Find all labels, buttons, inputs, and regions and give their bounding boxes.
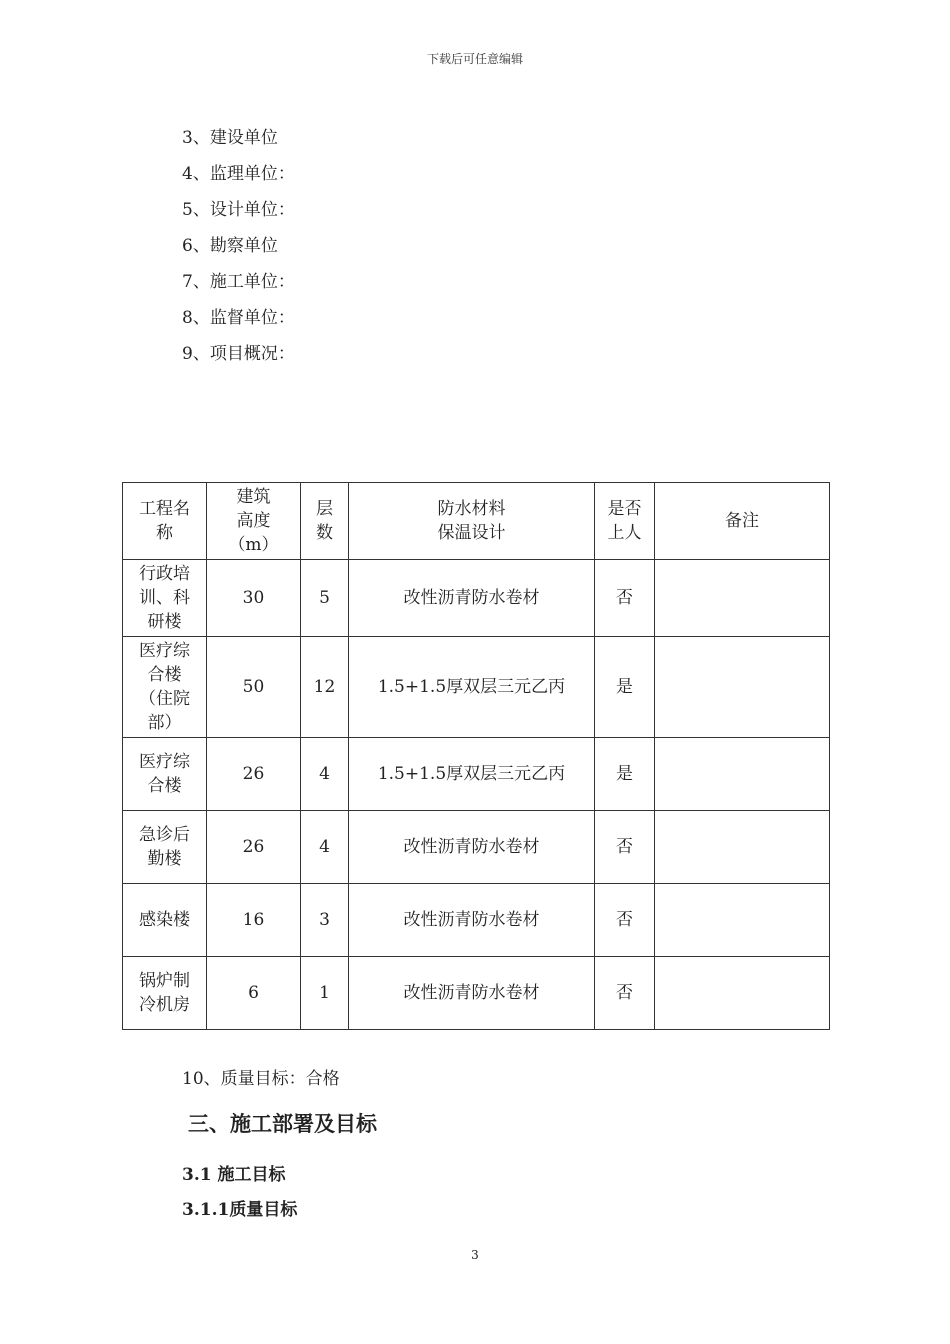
table-cell: 改性沥青防水卷材 (349, 957, 595, 1030)
table-cell: 医疗综 合楼 (123, 738, 207, 811)
table-cell (655, 560, 830, 637)
table-cell (655, 811, 830, 884)
table-cell: 医疗综 合楼 （住院 部） (123, 637, 207, 738)
table-cell: 急诊后 勤楼 (123, 811, 207, 884)
table-cell: 否 (595, 957, 655, 1030)
quality-target: 10、质量目标：合格 (182, 1069, 340, 1089)
table-cell: 12 (301, 637, 349, 738)
header-cell: 备注 (655, 483, 830, 560)
table-cell: 否 (595, 560, 655, 637)
table-cell (655, 637, 830, 738)
table-cell: 行政培 训、科 研楼 (123, 560, 207, 637)
section-heading: 三、施工部署及目标 (188, 1111, 377, 1136)
table-cell: 26 (207, 738, 301, 811)
list-item: 3、建设单位 (182, 128, 278, 148)
table-cell: 是 (595, 637, 655, 738)
table-cell: 16 (207, 884, 301, 957)
table-row (123, 637, 830, 738)
table-cell: 1 (301, 957, 349, 1030)
table-row (123, 884, 830, 957)
table-cell: 4 (301, 811, 349, 884)
table-row (123, 957, 830, 1030)
project-overview-table (122, 482, 830, 1030)
table-cell: 26 (207, 811, 301, 884)
table-cell: 改性沥青防水卷材 (349, 811, 595, 884)
table-cell: 3 (301, 884, 349, 957)
list-item: 7、施工单位： (182, 272, 295, 292)
table-cell (655, 884, 830, 957)
table-cell (655, 957, 830, 1030)
table-cell: 50 (207, 637, 301, 738)
page-number: 3 (471, 1248, 479, 1262)
table-cell: 1.5+1.5厚双层三元乙丙 (349, 637, 595, 738)
table-row (123, 738, 830, 811)
header-cell: 层 数 (301, 483, 349, 560)
table-cell: 锅炉制 冷机房 (123, 957, 207, 1030)
table-cell: 1.5+1.5厚双层三元乙丙 (349, 738, 595, 811)
list-item: 8、监督单位： (182, 308, 295, 328)
header-cell: 防水材料 保温设计 (349, 483, 595, 560)
table-cell: 6 (207, 957, 301, 1030)
table-cell: 4 (301, 738, 349, 811)
list-item: 9、项目概况： (182, 344, 295, 364)
header-cell: 是否 上人 (595, 483, 655, 560)
header-cell: 工程名 称 (123, 483, 207, 560)
list-item: 4、监理单位： (182, 164, 295, 184)
subsection-heading: 3.1 施工目标 (182, 1165, 286, 1185)
table-cell: 感染楼 (123, 884, 207, 957)
table-row (123, 560, 830, 637)
list-item: 6、勘察单位 (182, 236, 278, 256)
page-header: 下载后可任意编辑 (426, 52, 523, 66)
table-cell: 5 (301, 560, 349, 637)
table-cell: 是 (595, 738, 655, 811)
table-cell: 否 (595, 884, 655, 957)
table-header-row (123, 483, 830, 560)
table-cell: 改性沥青防水卷材 (349, 884, 595, 957)
table-cell: 改性沥青防水卷材 (349, 560, 595, 637)
table-cell: 否 (595, 811, 655, 884)
subsection-heading: 3.1.1质量目标 (182, 1200, 298, 1220)
table-cell: 30 (207, 560, 301, 637)
table-cell (655, 738, 830, 811)
header-cell: 建筑 高度 （m） (207, 483, 301, 560)
project-info-list (182, 124, 295, 376)
list-item: 5、设计单位： (182, 200, 295, 220)
table-row (123, 811, 830, 884)
